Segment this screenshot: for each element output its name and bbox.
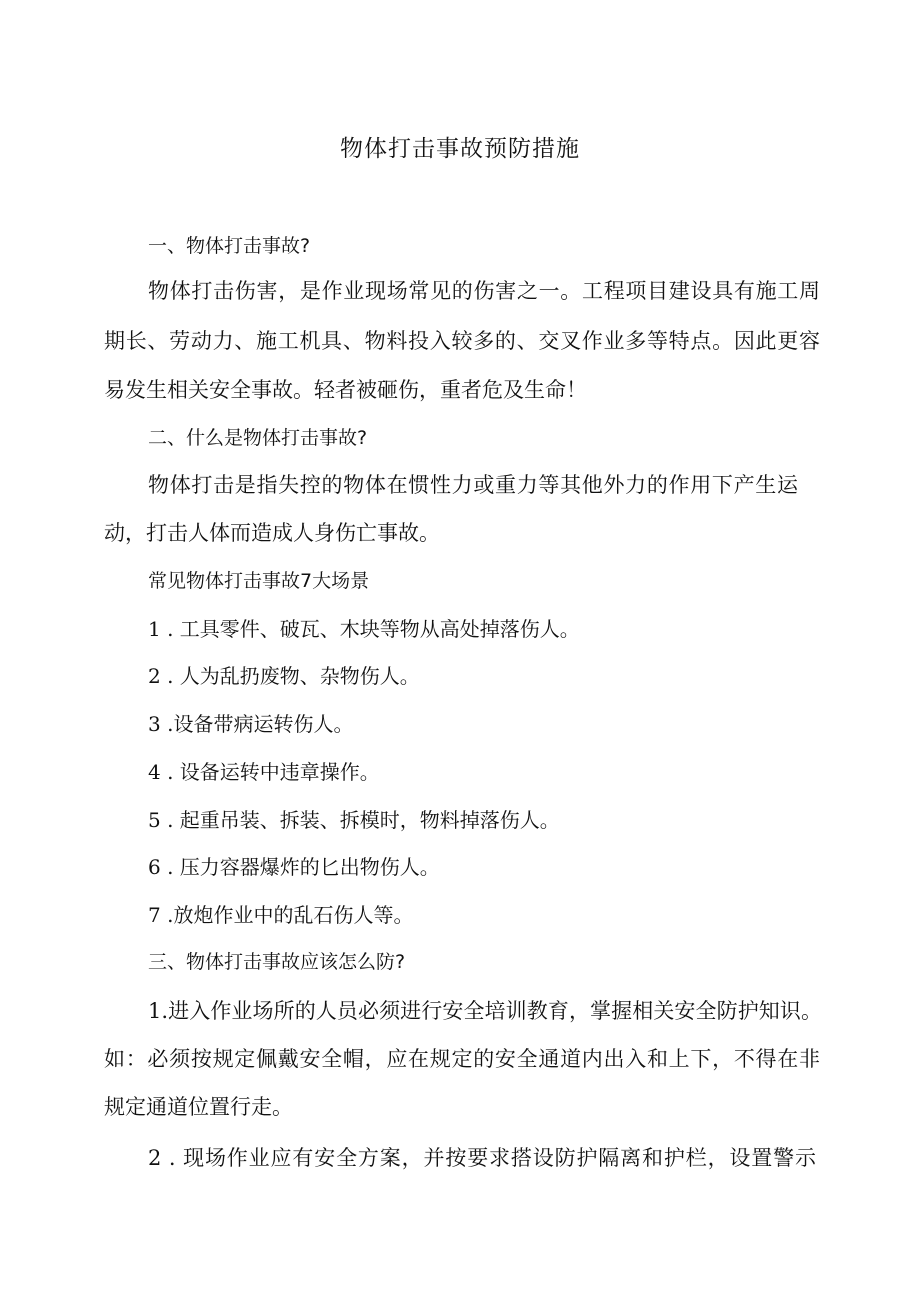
paragraph-line: 2 . 现场作业应有安全方案，并按要求搭设防护隔离和护栏，设置警示 <box>148 1146 816 1170</box>
paragraph-line: 物体打击是指失控的物体在惯性力或重力等其他外力的作用下产生运 <box>148 473 798 497</box>
list-item: 5 . 起重吊装、拆装、拆模时，物料掉落伤人。 <box>148 808 560 832</box>
paragraph-line: 动，打击人体而造成人身伤亡事故。 <box>104 521 440 545</box>
list-item: 3 .设备带病运转伤人。 <box>148 712 354 736</box>
paragraph-line: 1.进入作业场所的人员必须进行安全培训教育，掌握相关安全防护知识。 <box>148 999 822 1023</box>
list-item: 6 . 压力容器爆炸的匕出物伤人。 <box>148 855 440 879</box>
paragraph-line: 规定通道位置行走。 <box>104 1095 293 1119</box>
paragraph-line: 易发生相关安全事故。轻者被砸伤，重者危及生命！ <box>104 378 587 402</box>
paragraph-line: 期长、劳动力、施工机具、物料投入较多的、交叉作业多等特点。因此更容 <box>104 329 820 353</box>
paragraph-line: 如：必须按规定佩戴安全帽，应在规定的安全通道内出入和上下，不得在非 <box>104 1047 820 1071</box>
section-heading-2: 二、什么是物体打击事故? <box>148 427 368 449</box>
list-item: 4 . 设备运转中违章操作。 <box>148 760 380 784</box>
section-heading-3: 三、物体打击事故应该怎么防? <box>148 951 406 973</box>
list-item: 2 . 人为乱扔废物、杂物伤人。 <box>148 664 420 688</box>
scenes-heading: 常见物体打击事故7大场景 <box>148 570 370 592</box>
list-item: 7 .放炮作业中的乱石伤人等。 <box>148 903 414 927</box>
section-heading-1: 一、物体打击事故? <box>148 235 311 257</box>
list-item: 1 . 工具零件、破瓦、木块等物从高处掉落伤人。 <box>148 617 580 641</box>
paragraph-line: 物体打击伤害，是作业现场常见的伤害之一。工程项目建设具有施工周 <box>148 279 820 303</box>
document-title: 物体打击事故预防措施 <box>340 136 580 162</box>
